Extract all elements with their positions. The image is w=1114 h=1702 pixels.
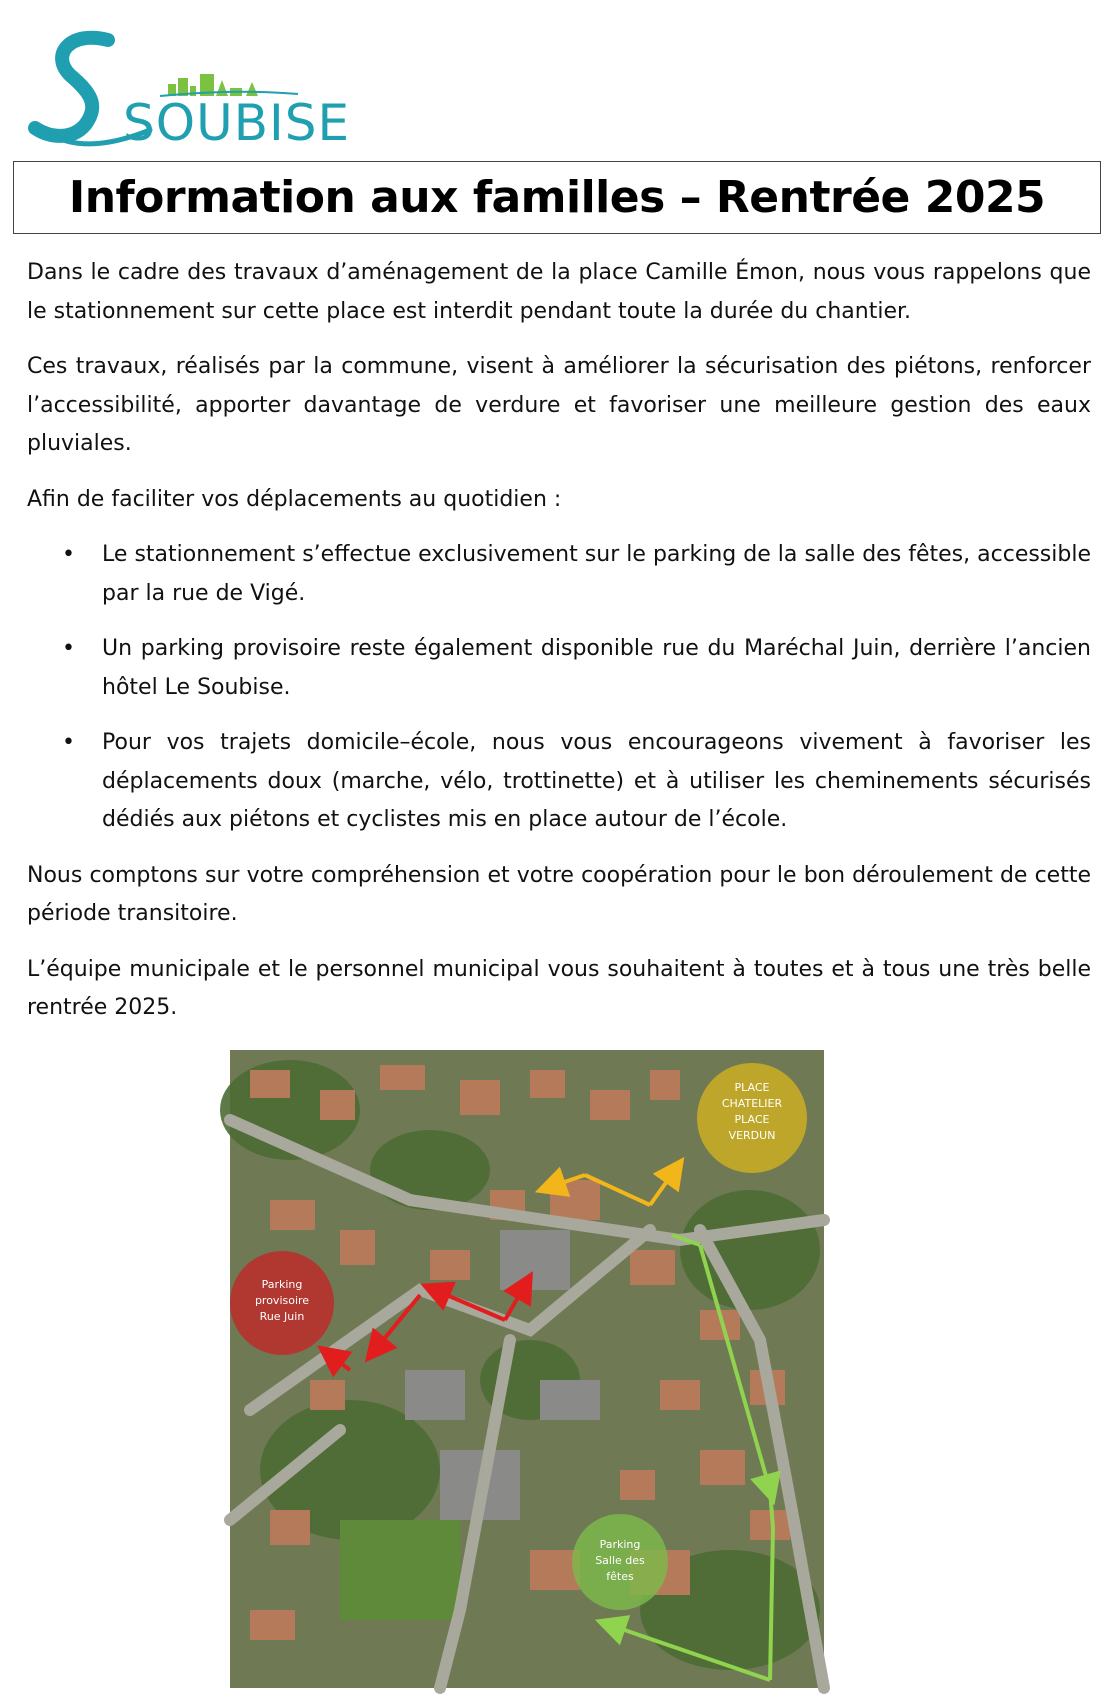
paragraph-rentree: L’équipe municipale et le personnel municipal vous souhaitent à toutes et à tous une très belle rentrée 2025. bbox=[27, 956, 1091, 1020]
zone-place-line: CHATELIER bbox=[721, 1097, 783, 1110]
document-body bbox=[27, 254, 1091, 1045]
paragraph-intro-list: Afin de faciliter vos déplacements au quotidien : bbox=[27, 486, 562, 512]
paragraph-comprehension: Nous comptons sur votre compréhension et votre coopération pour le bon déroulement de cette période transitoire. bbox=[27, 862, 1091, 926]
bullet-item: • Un parking provisoire reste également disponible rue du Maréchal Juin, derrière l’ancien hôtel Le Soubise. bbox=[102, 630, 1091, 707]
zone-place-line: PLACE bbox=[734, 1081, 770, 1094]
zone-parking-provisoire bbox=[230, 1251, 334, 1355]
zone-provisoire-line: Parking bbox=[261, 1278, 303, 1291]
paragraph-objectifs: Ces travaux, réalisés par la commune, visent à améliorer la sécurisation des piétons, renforcer l’accessibilité, apporter davantage de verdure et favoriser une meilleure gestion des eaux pluviales. bbox=[27, 354, 1091, 456]
page-title: Information aux familles – Rentrée 2025 bbox=[68, 172, 1046, 223]
zone-salle-line: Parking bbox=[599, 1538, 641, 1551]
zone-provisoire-line: provisoire bbox=[254, 1294, 310, 1307]
bullet-item: • Pour vos trajets domicile–école, nous vous encourageons vivement à favoriser les déplacements doux (marche, vélo, trottinette) et à utiliser les cheminements sécurisés dédiés aux piétons et cyclistes mis en place autour de l’école. bbox=[102, 724, 1091, 840]
zone-parking-salle bbox=[572, 1514, 668, 1610]
zone-place-chatelier bbox=[697, 1063, 807, 1173]
logo-text: SOUBISE bbox=[123, 94, 351, 152]
paragraph-travaux: Dans le cadre des travaux d’aménagement de la place Camille Émon, nous vous rappelons que le stationnement sur cette place est interdit pendant toute la durée du chantier. bbox=[27, 260, 1091, 324]
aerial-map bbox=[230, 1050, 824, 1688]
bullet-item: • Le stationnement s’effectue exclusivement sur le parking de la salle des fêtes, accessible par la rue de Vigé. bbox=[102, 536, 1091, 613]
title-box bbox=[13, 161, 1101, 234]
zone-place-line: VERDUN bbox=[728, 1129, 776, 1142]
soubise-logo bbox=[30, 30, 351, 152]
zone-salle-line: fêtes bbox=[606, 1570, 634, 1583]
zone-salle-line: Salle des bbox=[595, 1554, 645, 1567]
zone-provisoire-line: Rue Juin bbox=[259, 1310, 305, 1323]
bullet-list bbox=[27, 536, 1091, 840]
zone-place-line: PLACE bbox=[734, 1113, 770, 1126]
